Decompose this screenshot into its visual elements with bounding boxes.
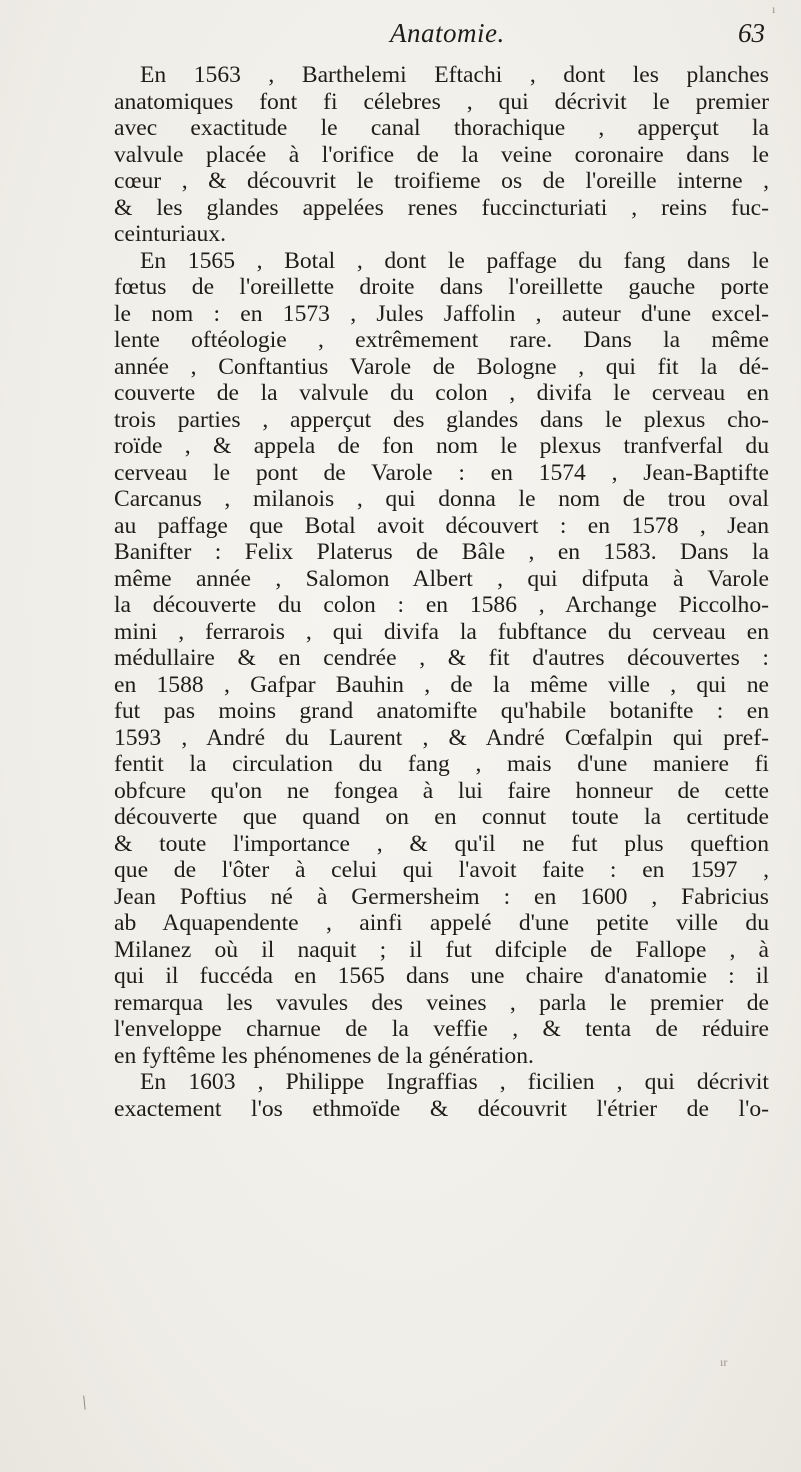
- text-line: Carcanus , milanois , qui donna le nom de trou oval: [114, 486, 769, 512]
- text-line: & les glandes appelées renes fuccincturiati , reins fuc-: [114, 194, 769, 221]
- text-line: remarqua les vavules des veines , parla le premier de: [114, 989, 769, 1016]
- text-line: En 1603 , Philippe Ingraffias , ficilien , qui décrivit: [140, 1069, 769, 1095]
- text-line: & toute l'importance , & qu'il ne fut plus queftion: [114, 830, 769, 857]
- text-line: médullaire & en cendrée , & fit d'autres découvertes :: [114, 645, 769, 671]
- text-line: lente oftéologie , extrêmement rare. Dans la même: [114, 327, 769, 353]
- text-line: l'enveloppe charnue de la veffie , & tenta de réduire: [114, 1016, 769, 1042]
- text-line: découverte que quand on en connut toute la certitude: [114, 804, 769, 830]
- page-number: 63: [738, 18, 765, 48]
- text-line: Milanez où il naquit ; il fut difciple de Fallope , à: [114, 936, 769, 963]
- text-line: mini , ferrarois , qui divifa la fubftance du cerveau en: [114, 618, 769, 645]
- text-line: au paffage que Botal avoit découvert : en 1578 , Jean: [114, 512, 769, 539]
- text-line: En 1563 , Barthelemi Eftachi , dont les planches: [140, 62, 769, 88]
- text-line: valvule placée à l'orifice de la veine coronaire dans le: [114, 141, 769, 168]
- text-line: 1593 , André du Laurent , & André Cœfalpin qui pref-: [114, 724, 769, 751]
- text-line: anatomiques font fi célebres , qui décrivit le premier: [114, 88, 769, 115]
- text-line: en fyftême les phénomenes de la génération.: [114, 1042, 534, 1069]
- text-line: roïde , & appela de fon nom le plexus tranfverfal du: [114, 433, 769, 459]
- text-line: fentit la circulation du fang , mais d'une maniere fi: [114, 751, 769, 777]
- text-line: fut pas moins grand anatomifte qu'habile botanifte : en: [114, 698, 769, 724]
- text-line: même année , Salomon Albert , qui difputa à Varole: [114, 565, 769, 592]
- text-line: en 1588 , Gafpar Bauhin , de la même ville , qui ne: [114, 671, 769, 698]
- text-line: cœur , & découvrit le troifieme os de l'oreille interne ,: [114, 168, 769, 194]
- print-speck: ı: [772, 2, 776, 16]
- text-line: la découverte du colon : en 1586 , Archange Piccolho-: [114, 592, 769, 618]
- text-line: cerveau le pont de Varole : en 1574 , Jean-Baptifte: [114, 459, 769, 486]
- text-line: Jean Poftius né à Germersheim : en 1600 , Fabricius: [114, 883, 769, 910]
- body-text: [114, 62, 769, 1122]
- text-line: couverte de la valvule du colon , divifa le cerveau en: [114, 380, 769, 406]
- text-line: exactement l'os ethmoïde & découvrit l'étrier de l'o-: [114, 1095, 769, 1122]
- text-line: qui il fuccéda en 1565 dans une chaire d'anatomie : il: [114, 963, 769, 989]
- text-line: avec exactitude le canal thorachique , apperçut la: [114, 115, 769, 141]
- text-line: obfcure qu'on ne fongea à lui faire honneur de cette: [114, 777, 769, 804]
- text-line: trois parties , apperçut des glandes dans le plexus cho-: [114, 406, 769, 433]
- text-line: En 1565 , Botal , dont le paffage du fang dans le: [140, 247, 769, 274]
- running-title: Anatomie.: [390, 18, 505, 48]
- text-line: le nom : en 1573 , Jules Jaffolin , auteur d'une excel-: [114, 300, 769, 327]
- text-line: fœtus de l'oreillette droite dans l'oreillette gauche porte: [114, 274, 769, 300]
- page-header: [110, 18, 770, 58]
- text-line: année , Conftantius Varole de Bologne , qui fit la dé-: [114, 353, 769, 380]
- print-speck: ır: [720, 1355, 728, 1369]
- margin-stroke: /: [77, 1391, 92, 1415]
- text-line: ab Aquapendente , ainfi appelé d'une petite ville du: [114, 910, 769, 936]
- text-line: ceinturiaux.: [114, 221, 227, 247]
- text-line: que de l'ôter à celui qui l'avoit faite : en 1597 ,: [114, 857, 769, 883]
- text-line: Banifter : Felix Platerus de Bâle , en 1583. Dans la: [114, 539, 769, 565]
